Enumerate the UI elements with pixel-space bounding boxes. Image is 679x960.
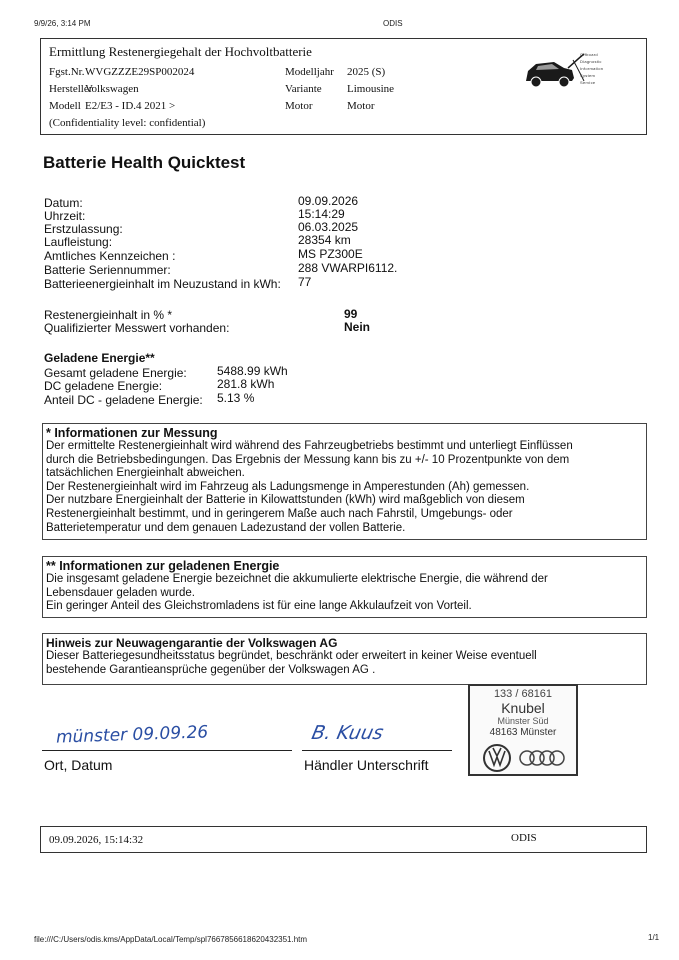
document-footer-box (40, 826, 647, 853)
charged-energy-info-line: Lebensdauer geladen wurde. (46, 586, 195, 599)
value-dc-charged: 281.8 kWh (217, 377, 275, 391)
print-app-title: ODIS (383, 19, 403, 28)
vw-logo-icon (482, 743, 512, 773)
header-value-variant: Limousine (347, 83, 395, 95)
header-label-model: Modell (49, 100, 81, 112)
logo-line-service: Service (580, 80, 596, 85)
header-value-model: E2/E3 - ID.4 2021 > (85, 100, 176, 112)
charged-energy-info-line: Die insgesamt geladene Energie bezeichnet die akkumulierte elektrische Energie, die während der (46, 573, 548, 585)
measurement-info-line: durch die Betriebsbedingungen. Das Ergebnis der Messung kann bis zu +/- 10 Prozentpunkte von dem (46, 453, 570, 466)
measurement-info-line: tatsächlichen Energieinhalt abweichen. (46, 467, 245, 480)
value-battery-nominal-capacity: 77 (298, 275, 312, 289)
label-battery-nominal-capacity: Batterieenergieinhalt im Neuzustand in kWh: (44, 277, 281, 291)
place-date-line (42, 750, 292, 751)
label-battery-serial: Batterie Seriennummer: (44, 263, 171, 277)
value-first-registration: 06.03.2025 (298, 220, 359, 234)
label-date: Datum: (44, 196, 83, 210)
print-datetime: 9/9/26, 3:14 PM (34, 19, 91, 28)
handwritten-place-date: münster 09.09.26 (55, 722, 209, 748)
label-dc-share: Anteil DC - geladene Energie: (44, 393, 203, 407)
value-mileage: 28354 km (298, 233, 351, 247)
value-battery-serial: 288 VWARPI6112. (298, 261, 398, 275)
logo-line-diagnostic: Diagnostic (580, 59, 602, 64)
charged-energy-heading: Geladene Energie** (44, 351, 155, 365)
header-value-engine: Motor (347, 100, 375, 112)
value-dc-share: 5.13 % (217, 391, 255, 405)
measurement-info-line: Der ermittelte Restenergieinhalt wird während des Fahrzeugbetriebs bestimmt und unterliegt Einflüssen (46, 440, 573, 452)
label-license-plate: Amtliches Kennzeichen : (44, 249, 176, 263)
header-label-manufacturer: Hersteller (49, 83, 93, 95)
header-value-manufacturer: Volkswagen (85, 83, 139, 95)
stamp-dealer-number: 133 / 68161 (493, 688, 553, 700)
dealer-signature-line (302, 750, 452, 751)
measurement-info-title: * Informationen zur Messung (46, 426, 218, 440)
label-first-registration: Erstzulassung: (44, 222, 123, 236)
header-label-variant: Variante (285, 83, 322, 95)
stamp-dealer-zip: 48163 Münster (489, 727, 557, 738)
confidentiality-note: (Confidentiality level: confidential) (49, 117, 206, 129)
document-header-box (40, 38, 647, 135)
header-value-vin: WVGZZZE29SP002024 (85, 66, 195, 78)
audi-rings-icon (518, 748, 568, 768)
logo-line-information: Information (580, 66, 604, 71)
label-mileage: Laufleistung: (44, 235, 113, 249)
measurement-info-box (42, 423, 647, 540)
logo-line-offboard: Offboard (580, 52, 598, 57)
label-total-charged: Gesamt geladene Energie: (44, 366, 187, 380)
value-total-charged: 5488.99 kWh (217, 364, 288, 378)
value-date: 09.09.2026 (298, 194, 359, 208)
value-license-plate: MS PZ300E (298, 247, 363, 261)
measurement-info-line: Restenergieinhalt bestimmt, und in geringerem Maße auch nach Fahrstil, Umgebungs- oder (46, 507, 513, 520)
charged-energy-info-title: ** Informationen zur geladenen Energie (46, 559, 280, 573)
warranty-notice-line: bestehende Garantieansprüche gegenüber der Volkswagen AG . (46, 663, 376, 676)
warranty-notice-box (42, 633, 647, 685)
header-value-model-year: 2025 (S) (347, 66, 386, 78)
charged-energy-info-box (42, 556, 647, 618)
charged-energy-info-line: Ein geringer Anteil des Gleichstromladens ist für eine lange Akkulaufzeit von Vorteil. (46, 600, 472, 613)
document-header-title: Ermittlung Restenergiegehalt der Hochvoltbatterie (49, 44, 312, 59)
label-qualified-measurement: Qualifizierter Messwert vorhanden: (44, 321, 230, 335)
label-dc-charged: DC geladene Energie: (44, 379, 163, 393)
footer-datetime: 09.09.2026, 15:14:32 (49, 834, 144, 846)
warranty-notice-title: Hinweis zur Neuwagengarantie der Volkswagen AG (46, 636, 338, 650)
header-label-vin: Fgst.Nr. (49, 66, 85, 78)
header-label-engine: Motor (285, 100, 313, 112)
measurement-info-line: Der nutzbare Energieinhalt der Batterie in Kilowattstunden (kWh) wird maßgeblich von diesem (46, 494, 525, 507)
place-date-label: Ort, Datum (44, 757, 113, 773)
odis-logo (524, 49, 634, 99)
value-residual-energy: 99 (344, 307, 358, 321)
car-diagnostic-icon (524, 51, 586, 89)
measurement-info-line: Der Restenergieinhalt wird im Fahrzeug als Ladungsmenge in Amperestunden (Ah) gemessen. (46, 480, 530, 493)
measurement-info-line: Batterietemperatur und dem genauen Ladezustand der vollen Batterie. (46, 521, 406, 534)
value-time: 15:14:29 (298, 207, 345, 221)
value-qualified-measurement: Nein (344, 320, 371, 334)
dealer-signature: B. Kuus (309, 722, 386, 744)
stamp-dealer-city: Münster Süd (497, 716, 549, 726)
stamp-dealer-name: Knubel (501, 700, 545, 716)
print-page-number: 1/1 (648, 933, 660, 942)
warranty-notice-line: Dieser Batteriegesundheitsstatus begründet, beschränkt oder erweitert in keiner Weise eventuell (46, 650, 537, 662)
footer-app: ODIS (511, 832, 537, 844)
dealer-signature-label: Händler Unterschrift (304, 757, 429, 773)
logo-line-system: System (580, 73, 596, 78)
label-residual-energy: Restenergieinhalt in % * (44, 308, 173, 322)
page-title: Batterie Health Quicktest (43, 153, 246, 172)
header-label-model-year: Modelljahr (285, 66, 334, 78)
label-time: Uhrzeit: (44, 209, 86, 223)
dealer-stamp (468, 684, 578, 776)
print-file-path: file:///C:/Users/odis.kms/AppData/Local/Temp/spl7667856618620432351.htm (34, 935, 308, 944)
